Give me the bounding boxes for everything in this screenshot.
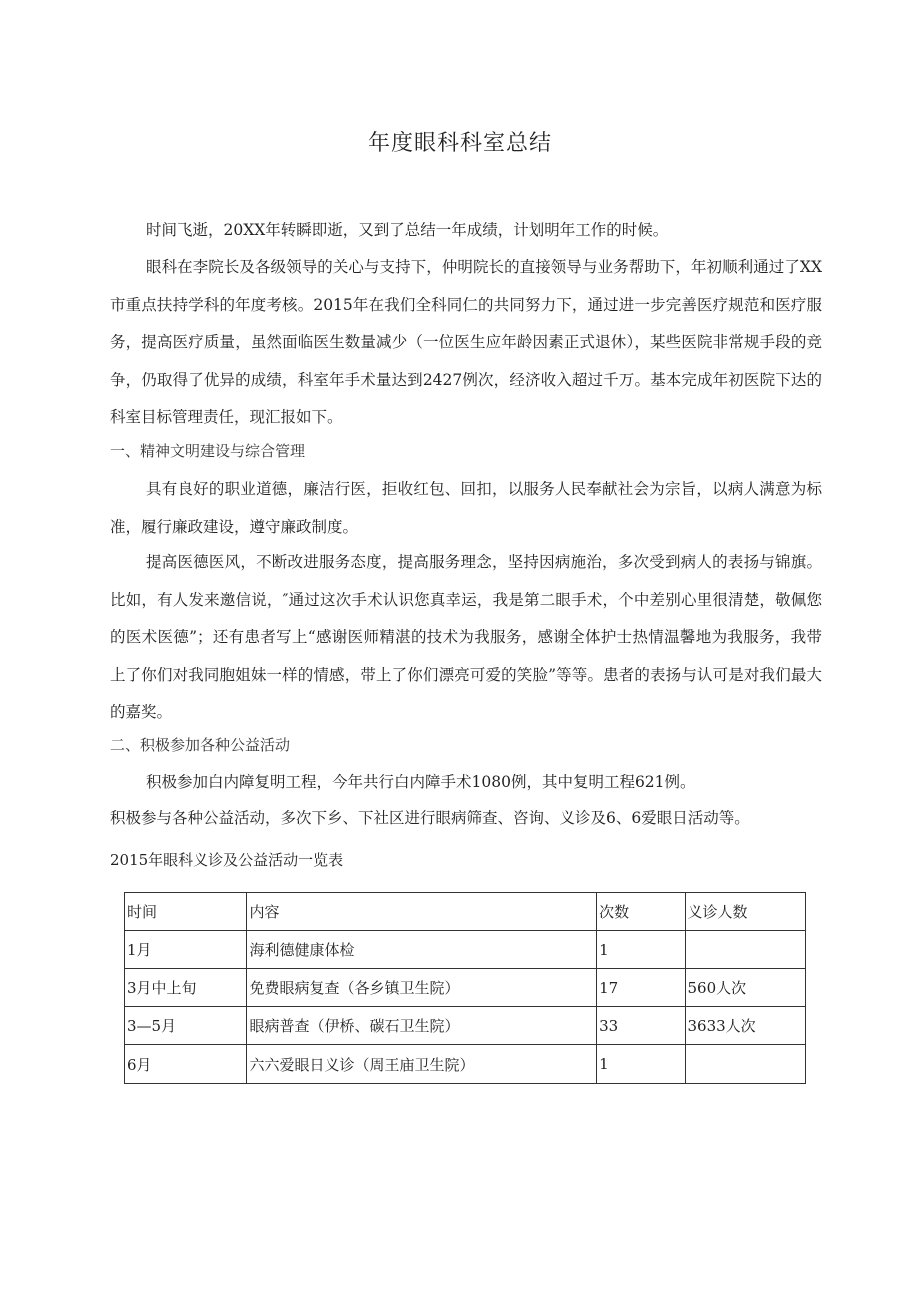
cell-content: 免费眼病复查（各乡镇卫生院） <box>247 969 597 1007</box>
cell-content: 眼病普查（伊桥、碳石卫生院） <box>247 1007 597 1045</box>
section-2-paragraph-1: 积极参加白内障复明工程，今年共行白内障手术1080例，其中复明工程621例。 <box>146 773 696 791</box>
table-row <box>125 931 806 969</box>
section-1-heading: 一、精神文明建设与综合管理 <box>110 442 306 460</box>
cell-count: 33 <box>597 1007 685 1045</box>
header-time: 时间 <box>125 893 247 931</box>
table-row <box>125 969 806 1007</box>
cell-count: 1 <box>597 931 685 969</box>
table-header-row <box>125 893 806 931</box>
header-count: 次数 <box>597 893 685 931</box>
section-2-paragraph-2: 积极参与各种公益活动，多次下乡、下社区进行眼病筛查、咨询、义诊及6、6爱眼日活动等。 <box>110 809 750 827</box>
cell-count: 1 <box>597 1045 685 1084</box>
cell-time: 3—5月 <box>125 1007 247 1045</box>
cell-time: 3月中上旬 <box>125 969 247 1007</box>
section-2-heading: 二、积极参加各种公益活动 <box>110 736 291 754</box>
header-content: 内容 <box>247 893 597 931</box>
document-title: 年度眼科科室总结 <box>367 131 552 156</box>
cell-time: 1月 <box>125 931 247 969</box>
activity-table <box>124 892 806 1084</box>
table-row <box>125 1007 806 1045</box>
section-1-paragraph-1: 具有良好的职业道德，廉洁行医，拒收红包、回扣，以服务人民奉献社会为宗旨，以病人满意为标准，履行廉政建设，遵守廉政制度。 <box>110 480 822 536</box>
cell-content: 海利德健康体检 <box>247 931 597 969</box>
section-1-paragraph-2: 提高医德医风，不断改进服务态度，提高服务理念，坚持因病施治，多次受到病人的表扬与锦旗。比如，有人发来邀信说，″通过这次手术认识您真幸运，我是第二眼手术，个中差别心里很清楚，敬佩您的医术医德”；还有患者写上“感谢医师精湛的技术为我服务，感谢全体护士热情温馨地为我服务，我带上了你们对我同胞姐妹一样的情感，带上了你们漂亮可爱的笑脸”等等。患者的表扬与认可是对我们最大的嘉奖。 <box>110 553 822 721</box>
table-caption: 2015年眼科义诊及公益活动一览表 <box>110 851 344 869</box>
cell-people <box>685 931 806 969</box>
intro-paragraph: 时间飞逝，20XX年转瞬即逝，又到了总结一年成绩，计划明年工作的时候。 <box>146 221 669 239</box>
cell-people <box>685 1045 806 1084</box>
table-row <box>125 1045 806 1084</box>
cell-people: 560人次 <box>685 969 806 1007</box>
cell-time: 6月 <box>125 1045 247 1084</box>
cell-count: 17 <box>597 969 685 1007</box>
cell-content: 六六爱眼日义诊（周王庙卫生院） <box>247 1045 597 1084</box>
overview-paragraph: 眼科在李院长及各级领导的关心与支持下，仲明院长的直接领导与业务帮助下，年初顺利通过了XX市重点扶持学科的年度考核。2015年在我们全科同仁的共同努力下，通过进一步完善医疗规范和医疗服务，提高医疗质量，虽然面临医生数量减少（一位医生应年龄因素正式退休），某些医院非常规手段的竞争，仍取得了优异的成绩，科室年手术量达到2427例次，经济收入超过千万。基本完成年初医院下达的科室目标管理责任，现汇报如下。 <box>110 258 822 426</box>
cell-people: 3633人次 <box>685 1007 806 1045</box>
header-people: 义诊人数 <box>685 893 806 931</box>
